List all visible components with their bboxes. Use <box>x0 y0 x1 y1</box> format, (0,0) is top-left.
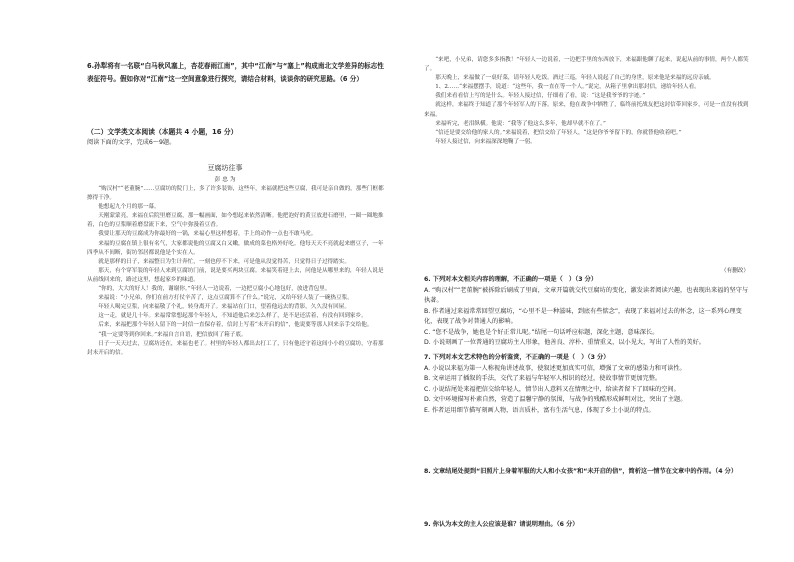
answer-option-d: D. 文中环境描写朴素自然，营造了温馨宁静的氛围，与战争的残酷形成鲜明对比，突出了主题。 <box>424 396 687 403</box>
story-paragraph: “购汉村”“老董腕”……豆腐坊的院门上，多了许多装饰，这些年，来福就把这些豆腐，我可是亲自做的，那些门框都擦得干净。 <box>87 186 384 202</box>
story-paragraph: 天刚蒙蒙亮，来福在后院里磨豆腐，那一幅画面，如今想起来依然清晰。他把泡好的黄豆放进石磨里，一圈一圈地推着，白色的豆浆顺着磨盘流下来，空气中弥漫着豆香。 <box>87 213 384 229</box>
story-paragraph: 那天晚上，来福做了一桌好菜，请年轻人吃饭。酒过三巡，年轻人说起了自己的身世，原来他是来福的远房亲戚。 <box>435 75 715 82</box>
story-title: 豆腐坊往事 <box>207 164 243 172</box>
story-paragraph: 我要让那天的豆腐成为你最好的一锅，来福心里这样想着，手上的动作一点也不敢马虎。 <box>98 231 317 238</box>
story-paragraph: “信还是要交给他的家人的。”来福说着，把信交给了年轻人，“这是你爷爷留下的，你就替他收着吧。” <box>435 129 682 136</box>
story-paragraph: 来福说：“小兄弟，你们在前方打仗辛苦了，这点豆腐算不了什么。”说完，又给年轻人装了一碗热豆浆。 <box>98 295 353 302</box>
question-8 <box>424 467 749 478</box>
question-6 <box>424 275 749 349</box>
story-paragraph: 来福听完，老泪纵横。他说：“我等了他这么多年，他却早就不在了。” <box>435 120 606 127</box>
right-column <box>424 0 754 562</box>
answer-option-c: C. 小说结尾处来福把信交给年轻人，情节出人意料又在情理之中，给读者留下了回味的空间。 <box>424 385 680 393</box>
question-6-left: 6.孙犁将有一名联“白马秋风塞上，杏花春雨江南”，其中“江南”与“塞上”构成南北文学差异的标志性表征符号。假如你对“江南”这一空间意象进行探究，请结合材料，谈谈你的研究思路。（6 分） <box>87 62 384 83</box>
answer-option-b: B. 文章运用了插叙的手法，交代了来福与年轻军人相识的经过，使故事情节更加完整。 <box>424 375 662 382</box>
story-paragraph: “我一定要等到你回来。”来福自言自语，把信放回了箱子底。 <box>98 331 247 338</box>
story-paragraph: 他想起九个月的那一幕。 <box>98 204 160 211</box>
story-text-right <box>424 56 749 147</box>
question-7 <box>424 353 749 416</box>
section-heading: （二）文学类文本阅读（本题共 4 小题，16 分） <box>87 128 238 136</box>
reading-instruction: 阅读下面的文字，完成6～9题。 <box>87 139 176 146</box>
answer-option-d: D. 小说刻画了一位普通的豆腐坊主人形象，他善良、淳朴、重情重义，以小见大，写出了人性的美好。 <box>424 339 705 346</box>
story-paragraph: 就是那样的日子，来福整日为生计奔忙，一刻也停不下来，可是他从没觉得苦，只觉得日子过得踏实。 <box>98 258 350 265</box>
story-paragraph: 后来，来福把那个年轻人留下的一封信一直保存着，信封上写着“未开启的信”，他说要等那人回来亲手交给他。 <box>98 322 373 329</box>
story-paragraph: 日子一天天过去，豆腐坊还在，来福也老了。村里的年轻人都出去打工了，只有他还守着这间小小的豆腐坊，守着那封未开启的信。 <box>87 340 384 356</box>
source-note: （有删改） <box>721 268 749 274</box>
story-paragraph: 来福的豆腐在镇上很有名气，大家都说他的豆腐又白又嫩，做成的菜也格外好吃。他每天天不亮就起来磨豆子，一年四季从不间断，街坊邻居都说他是个实在人。 <box>87 240 384 256</box>
story-paragraph: 这一走，就是几十年。来福常常想起那个年轻人，不知道他后来怎么样了，是不是还活着，有没有回到家乡。 <box>98 313 367 320</box>
story-text-left <box>87 185 387 358</box>
story-paragraph: 那天，有个穿军装的年轻人来到豆腐坊门前，说是要买两块豆腐。来福笑着迎上去，问他是从哪里来的，年轻人说是从前线回来的，路过这里，想起家乡的味道。 <box>87 267 384 283</box>
question-stem: 9. 你认为本文的主人公应该是谁？请说明理由。（6 分） <box>424 521 579 528</box>
answer-option-b: B. 作者通过来福常常回望豆腐坊，“心里不是一种滋味，到底有些惦念”，表现了来福对过去的怀念，这一系列心理变化，表现了战争对普通人的影响。 <box>424 307 742 325</box>
story-paragraph: 年轻人喝完豆浆，向来福敬了个礼，转身离开了。来福站在门口，望着他远去的背影，久久没有回屋。 <box>98 304 350 311</box>
story-paragraph: 我们来看看信上写的是什么。年轻人接过信，仔细看了看，说：“这是我爷爷的字迹。” <box>435 93 646 100</box>
answer-option-e: E. 作者运用细节描写刻画人物，语言质朴，富有生活气息，体现了乡土小说的特点。 <box>424 406 655 414</box>
left-column <box>75 0 395 562</box>
answer-option-a: A. “购汉村”“老董腕”被拆除后刷成了里面，文章开篇就交代豆腐坊的变化，激发读者阅读兴趣，也表现出来福的坚守与执著。 <box>424 286 749 304</box>
answer-option-c: C. “您不是战争，她也是个好正常儿呢。”结尾一句话呼应标题，深化主题，意味深长。 <box>424 328 659 336</box>
question-stem: 7. 下列对本文艺术特色的分析鉴赏，不正确的一项是（ ）（3 分） <box>424 354 610 361</box>
story-author: 彭 忠 为 <box>214 177 236 183</box>
story-paragraph: 年轻人接过信，向来福深深地鞠了一躬。 <box>435 138 536 145</box>
question-stem: 6. 下列对本文相关内容的理解，不正确的一项是（ ）（3 分） <box>424 276 598 283</box>
story-paragraph: 1、2……“来福摆摆手，说道：“这些年，我一直在等一个人。”说完，从箱子里拿出那封信，递给年轻人看。 <box>435 84 700 91</box>
answer-option-a: A. 小说以来福为第一人称视角讲述故事，使叙述更加真实可信，增强了文章的感染力和可读性。 <box>424 364 686 372</box>
question-9 <box>424 520 749 531</box>
story-paragraph: “来吧，小兄弟，请您多多指教！”年轻人一边说着，一边把手里的东西放下，来福跟他聊了起来，说起从前的事情，两个人都笑了。 <box>424 57 749 73</box>
question-stem: 8. 文章结尾处提到“旧照片上身着军服的大人和小女孩”和“未开启的信”，简析这一情节在文章中的作用。（4 分） <box>424 468 738 475</box>
story-paragraph: “你的，大大的好人！我的，谢谢你。”年轻人一边说着，一边把豆腐小心地包好，放进背包里。 <box>98 286 331 293</box>
story-paragraph: 就这样，来福终于知道了那个年轻军人的下落。原来，他在战争中牺牲了，临终前托战友把这封信带回家乡，可是一直没有找到来福。 <box>424 102 749 118</box>
